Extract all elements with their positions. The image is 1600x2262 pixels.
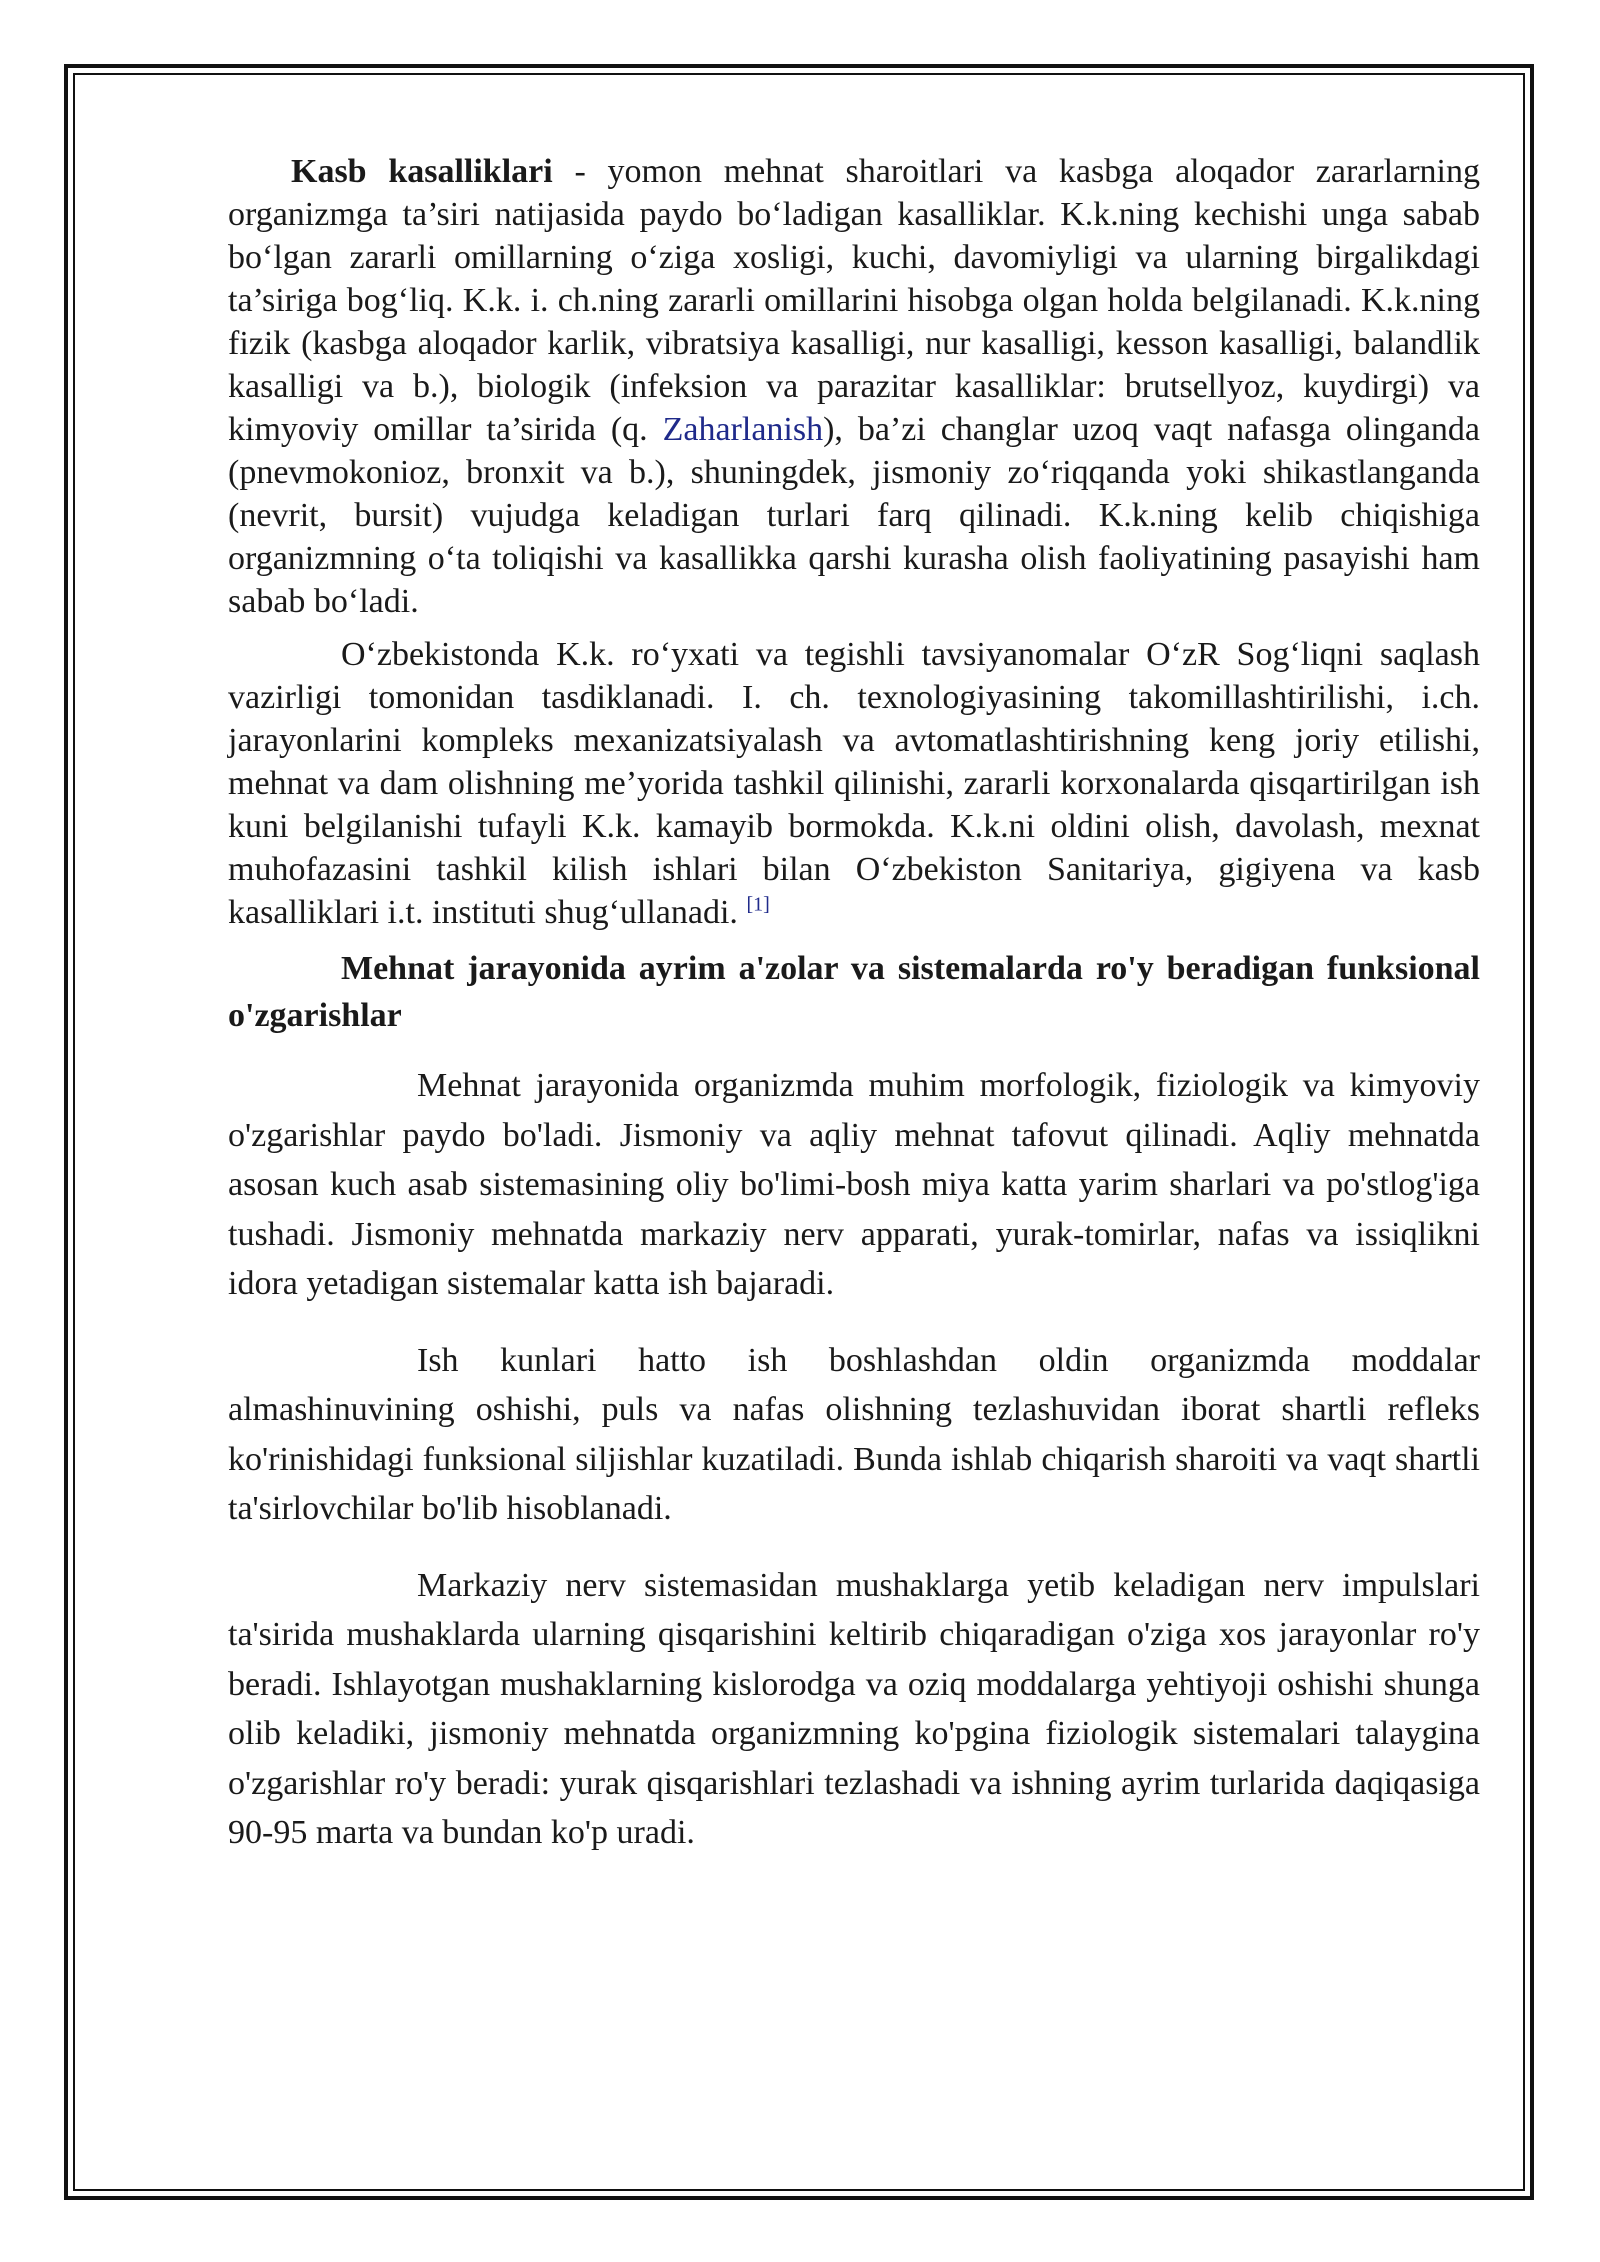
paragraph-mehnat-jarayoni: Mehnat jarayonida organizmda muhim morfologik, fiziologik va kimyoviy o'zgarishlar paydo bo'ladi. Jismoniy va aqliy mehnat tafovut qilinadi. Aqliy mehnatda asosan kuch asab sistemasining oliy bo'limi-bosh miya katta yarim sharlari va po'stlog'iga tushadi. Jismoniy mehnatda markaziy nerv apparati, yurak-tomirlar, nafas va issiqlikni idora yetadigan sistemalar katta ish bajaradi. — [228, 1067, 1480, 1302]
paragraph-text: - yomon mehnat sharoitlari va kasbga aloqador zararlarning organizmga ta’siri natijasida paydo bo‘ladigan kasalliklar. K.k.ning kechishi unga sabab bo‘lgan zararli omillarning o‘ziga xosligi, kuchi, davomiyligi va ularning birgalikdagi ta’siriga bog‘liq. K.k. i. ch.ning zararli omillarini hisobga olgan holda belgilanadi. K.k.ning fizik (kasbga aloqador karlik, vibratsiya kasalligi, nur kasalligi, kesson kasalligi, balandlik kasalligi va b.), biologik (infeksion va parazitar kasalliklar: brutsellyoz, kuydirgi) va kimyoviy omillar ta’sirida (q. — [228, 153, 1480, 448]
paragraph-ish-kunlari: Ish kunlari hatto ish boshlashdan oldin organizmda moddalar almashinuvining oshishi, puls va nafas olishning tezlashuvidan iborat shartli refleks ko'rinishidagi funksional siljishlar kuzatiladi. Bunda ishlab chiqarish sharoiti va vaqt shartli ta'sirlovchilar bo'lib hisoblanadi. — [228, 1341, 1480, 1527]
paragraph-text: ), ba’zi changlar uzoq vaqt nafasga olinganda (pnevmokonioz, bronxit va b.), shuningdek, jismoniy zo‘riqqanda yoki shikastlanganda (nevrit, bursit) vujudga keladigan turlari farq qilinadi. K.k.ning kelib chiqishiga organizmning o‘ta toliqishi va kasallikka qarshi kurasha olish faoliyatining pasayishi ham sabab bo‘ladi. — [228, 411, 1480, 620]
paragraph-uzbekistan — [228, 633, 1480, 934]
zaharlanish-link[interactable]: Zaharlanish — [662, 411, 824, 448]
footnote-link[interactable]: [1] — [746, 893, 770, 916]
paragraph-kasb-kasalliklari — [228, 150, 1480, 623]
paragraph-text: O‘zbekistonda K.k. ro‘yxati va tegishli tavsiyanomalar O‘zR Sog‘liqni saqlash vazirligi tomonidan tasdiklanadi. I. ch. texnologiyasining takomillashtirilishi, i.ch. jarayonlarini kompleks mexanizatsiyalash va avtomatlashtirishning keng joriy etilishi, mehnat va dam olishning me’yorida tashkil qilinishi, zararli korxonalarda qisqartirilgan ish kuni belgilanishi tufayli K.k. kamayib bormokda. K.k.ni oldini olish, davolash, mexnat muhofazasini tashkil kilish ishlari bilan O‘zbekiston Sanitariya, gigiyena va kasb kasalliklari i.t. instituti shug‘ullanadi. — [228, 636, 1480, 931]
paragraph-nerv-sistemasi: Markaziy nerv sistemasidan mushaklarga yetib keladigan nerv impulslari ta'sirida mushaklarda ularning qisqarishini keltirib chiqaradigan o'ziga xos jarayonlar ro'y beradi. Ishlayotgan mushaklarning kislorodga va oziq moddalarga yehtiyoji oshishi shunga olib keladiki, jismoniy mehnatda organizmning ko'pgina fiziologik sistemalari talaygina o'zgarishlar ro'y beradi: yurak qisqarishlari tezlashadi va ishning ayrim turlarida daqiqasiga 90-95 marta va bundan ko'p uradi. — [228, 1566, 1480, 1851]
document-body — [228, 150, 1480, 1858]
term-heading: Kasb kasalliklari — [291, 153, 553, 190]
section-heading: Mehnat jarayonida ayrim a'zolar va sistemalarda ro'y beradigan funksional o'zgarishlar — [228, 950, 1480, 1034]
